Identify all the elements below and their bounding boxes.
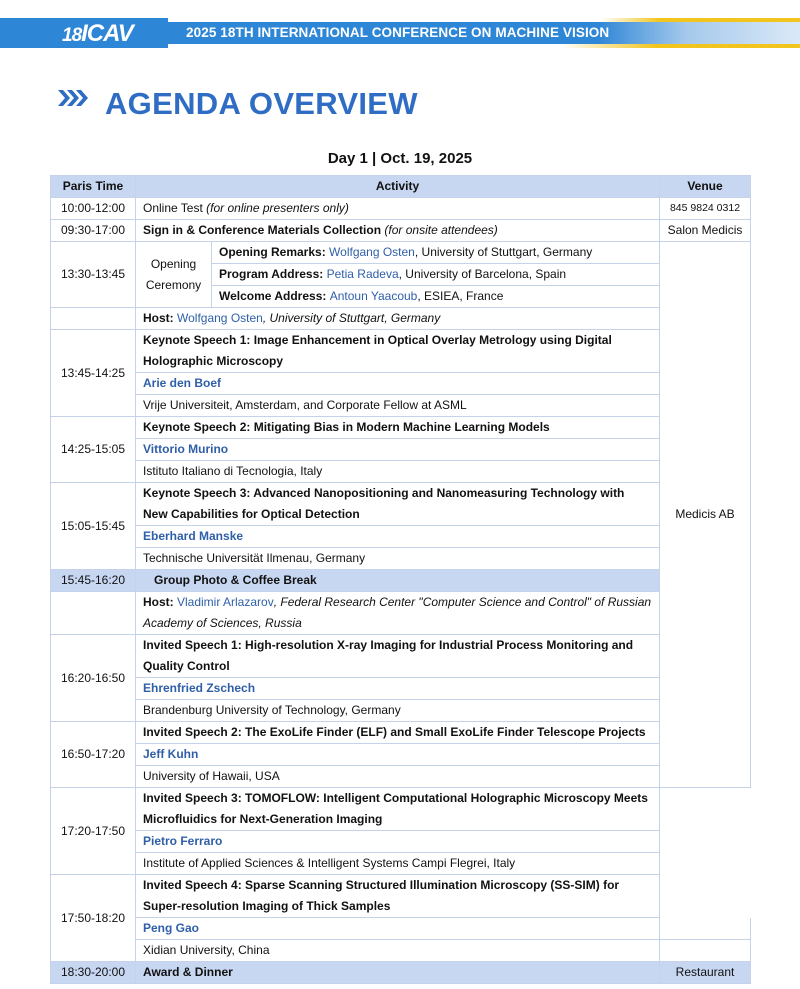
time-cell: 16:20-16:50 — [51, 635, 136, 722]
table-row — [51, 198, 751, 220]
dinner-activity: Award & Dinner — [136, 962, 660, 984]
table-row — [51, 962, 751, 984]
time-cell: 09:30-17:00 — [51, 220, 136, 242]
host-cell: Host: Wolfgang Osten, University of Stuttgart, Germany — [136, 308, 660, 330]
talk-title: Keynote Speech 1: Image Enhancement in Optical Overlay Metrology using Digital Holographic Microscopy — [136, 330, 660, 373]
time-cell: 13:45-14:25 — [51, 330, 136, 417]
venue-cell: Restaurant — [660, 962, 751, 984]
talk-title: Invited Speech 2: The ExoLife Finder (ELF) and Small ExoLife Finder Telescope Projects — [136, 722, 660, 744]
talk-title: Invited Speech 1: High-resolution X-ray Imaging for Industrial Process Monitoring and Quality Control — [136, 635, 660, 678]
time-cell — [51, 592, 136, 635]
speaker-name: Pietro Ferraro — [136, 831, 660, 853]
table-row — [51, 788, 751, 831]
table-row — [51, 918, 751, 940]
speaker-name: Vittorio Murino — [136, 439, 660, 461]
table-header-row — [51, 176, 751, 198]
speaker-affiliation: Brandenburg University of Technology, Germany — [136, 700, 660, 722]
speaker-name: Jeff Kuhn — [136, 744, 660, 766]
table-row — [51, 242, 751, 264]
table-row — [51, 831, 751, 853]
speaker-affiliation: Vrije Universiteit, Amsterdam, and Corporate Fellow at ASML — [136, 395, 660, 417]
speaker-name: Arie den Boef — [136, 373, 660, 395]
banner-title: 2025 18TH INTERNATIONAL CONFERENCE ON MACHINE VISION — [186, 25, 610, 40]
talk-title: Invited Speech 3: TOMOFLOW: Intelligent Computational Holographic Microscopy Meets Microfluidics for Next-Generation Imaging — [136, 788, 660, 831]
table-row — [51, 635, 751, 678]
main-venue-cell: Medicis AB — [660, 242, 751, 788]
header-venue: Venue — [660, 176, 751, 198]
table-row — [51, 722, 751, 744]
opening-ceremony-label: Opening Ceremony — [136, 242, 212, 308]
table-row — [51, 766, 751, 788]
table-row — [51, 483, 751, 526]
opening-item: Program Address: Petia Radeva, University of Barcelona, Spain — [212, 264, 660, 286]
table-row — [51, 678, 751, 700]
conference-banner — [0, 18, 800, 48]
time-cell: 16:50-17:20 — [51, 722, 136, 788]
table-row — [51, 700, 751, 722]
table-row — [51, 592, 751, 635]
table-row — [51, 417, 751, 439]
speaker-affiliation: Xidian University, China — [136, 940, 660, 962]
time-cell: 10:00-12:00 — [51, 198, 136, 220]
activity-cell: Sign in & Conference Materials Collection (for onsite attendees) — [136, 220, 660, 242]
table-row — [51, 330, 751, 373]
speaker-affiliation: Istituto Italiano di Tecnologia, Italy — [136, 461, 660, 483]
time-cell: 13:30-13:45 — [51, 242, 136, 308]
time-cell: 14:25-15:05 — [51, 417, 136, 483]
agenda-table — [50, 175, 751, 984]
speaker-affiliation: University of Hawaii, USA — [136, 766, 660, 788]
break-activity: Group Photo & Coffee Break — [136, 570, 660, 592]
venue-spacer — [660, 940, 751, 962]
header-activity: Activity — [136, 176, 660, 198]
double-chevron-icon — [58, 88, 88, 108]
opening-item: Opening Remarks: Wolfgang Osten, University of Stuttgart, Germany — [212, 242, 660, 264]
speaker-name: Ehrenfried Zschech — [136, 678, 660, 700]
table-row — [51, 439, 751, 461]
opening-item: Welcome Address: Antoun Yaacoub, ESIEA, France — [212, 286, 660, 308]
time-cell: 17:20-17:50 — [51, 788, 136, 875]
banner-accent-stripe-bottom — [560, 44, 800, 48]
table-row — [51, 526, 751, 548]
host-cell: Host: Vladimir Arlazarov, Federal Research Center "Computer Science and Control" of Russian Academy of Sciences, Russia — [136, 592, 660, 635]
page-title: AGENDA OVERVIEW — [105, 86, 418, 121]
table-row — [51, 308, 751, 330]
speaker-affiliation: Institute of Applied Sciences & Intelligent Systems Campi Flegrei, Italy — [136, 853, 660, 875]
table-row — [51, 220, 751, 242]
time-cell: 15:45-16:20 — [51, 570, 136, 592]
table-row — [51, 853, 751, 875]
table-row — [51, 570, 751, 592]
time-cell: 18:30-20:00 — [51, 962, 136, 984]
header-paris-time: Paris Time — [51, 176, 136, 198]
venue-cell: 845 9824 0312 — [660, 198, 751, 220]
table-row — [51, 461, 751, 483]
table-row — [51, 875, 751, 918]
speaker-name: Peng Gao — [136, 918, 660, 940]
talk-title: Keynote Speech 3: Advanced Nanopositioning and Nanomeasuring Technology with New Capabilities for Optical Detection — [136, 483, 660, 526]
conference-logo: 18ICAV — [62, 20, 133, 47]
table-row — [51, 395, 751, 417]
table-row — [51, 373, 751, 395]
day-title: Day 1 | Oct. 19, 2025 — [327, 150, 473, 167]
table-row — [51, 744, 751, 766]
speaker-affiliation: Technische Universität Ilmenau, Germany — [136, 548, 660, 570]
venue-cell: Salon Medicis — [660, 220, 751, 242]
activity-cell: Online Test (for online presenters only) — [136, 198, 660, 220]
talk-title: Keynote Speech 2: Mitigating Bias in Modern Machine Learning Models — [136, 417, 660, 439]
venue-spacer — [660, 918, 751, 940]
time-cell: 15:05-15:45 — [51, 483, 136, 570]
time-cell — [51, 308, 136, 330]
speaker-name: Eberhard Manske — [136, 526, 660, 548]
time-cell: 17:50-18:20 — [51, 875, 136, 962]
talk-title: Invited Speech 4: Sparse Scanning Structured Illumination Microscopy (SS-SIM) for Super-resolution Imaging of Thick Samples — [136, 875, 660, 918]
table-row — [51, 548, 751, 570]
table-row — [51, 940, 751, 962]
